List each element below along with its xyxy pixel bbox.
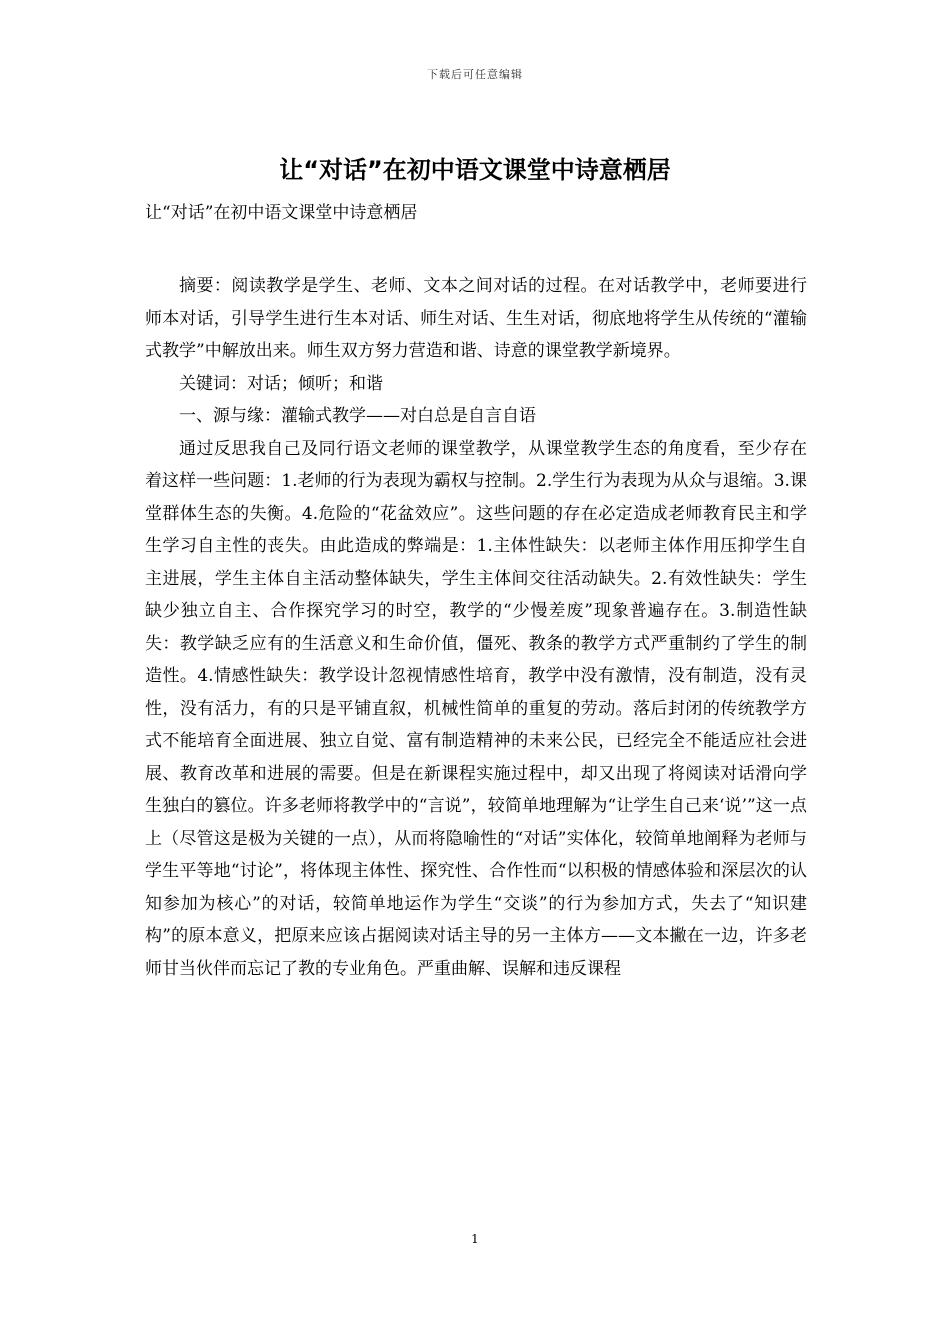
header-note: 下载后可任意编辑 (427, 68, 523, 81)
abstract-paragraph: 摘要：阅读教学是学生、老师、文本之间对话的过程。在对话教学中，老师要进行师本对话，引导学生进行生本对话、师生对话、生生对话，彻底地将学生从传统的“灌输式教学”中解放出来。师生双方努力营造和谐、诗意的课堂教学新境界。 (145, 276, 807, 361)
document-body (145, 270, 807, 985)
document-subtitle: 让“对话”在初中语文课堂中诗意栖居 (145, 203, 418, 223)
keywords-paragraph: 关键词：对话；倾听；和谐 (179, 373, 383, 394)
section-heading: 一、源与缘：灌输式教学——对白总是自言自语 (179, 406, 536, 426)
document-title: 让“对话”在初中语文课堂中诗意栖居 (279, 156, 671, 184)
page-number: 1 (471, 1232, 479, 1246)
body-paragraph: 通过反思我自己及同行语文老师的课堂教学，从课堂教学生态的角度看，至少存在着这样一些问题：1.老师的行为表现为霸权与控制。2.学生行为表现为从众与退缩。3.课堂群体生态的失衡。4.危险的“花盆效应”。这些问题的存在必定造成老师教育民主和学生学习自主性的丧失。由此造成的弊端是：1.主体性缺失：以老师主体作用压抑学生自主进展，学生主体自主活动整体缺失，学生主体间交往活动缺失。2.有效性缺失：学生缺少独立自主、合作探究学习的时空，教学的“少慢差废”现象普遍存在。3.制造性缺失：教学缺乏应有的生活意义和生命价值，僵死、教条的教学方式严重制约了学生的制造性。4.情感性缺失：教学设计忽视情感性培育，教学中没有激情，没有制造，没有灵性，没有活力，有的只是平铺直叙，机械性简单的重复的劳动。落后封闭的传统教学方式不能培育全面进展、独立自觉、富有制造精神的未来公民，已经完全不能适应社会进展、教育改革和进展的需要。但是在新课程实施过程中，却又出现了将阅读对话滑向学生独白的篡位。许多老师将教学中的“言说”，较简单地理解为“让学生自己来‘说’”这一点上（尽管这是极为关键的一点），从而将隐喻性的“对话”实体化，较简单地阐释为老师与学生平等地“讨论”，将体现主体性、探究性、合作性而“以积极的情感体验和深层次的认知参加为核心”的对话，较简单地运作为学生“交谈”的行为参加方式，失去了“知识建构”的原本意义，把原来应该占据阅读对话主导的另一主体方——文本撇在一边，许多老师甘当伙伴而忘记了教的专业角色。严重曲解、误解和违反课程 (145, 438, 807, 979)
